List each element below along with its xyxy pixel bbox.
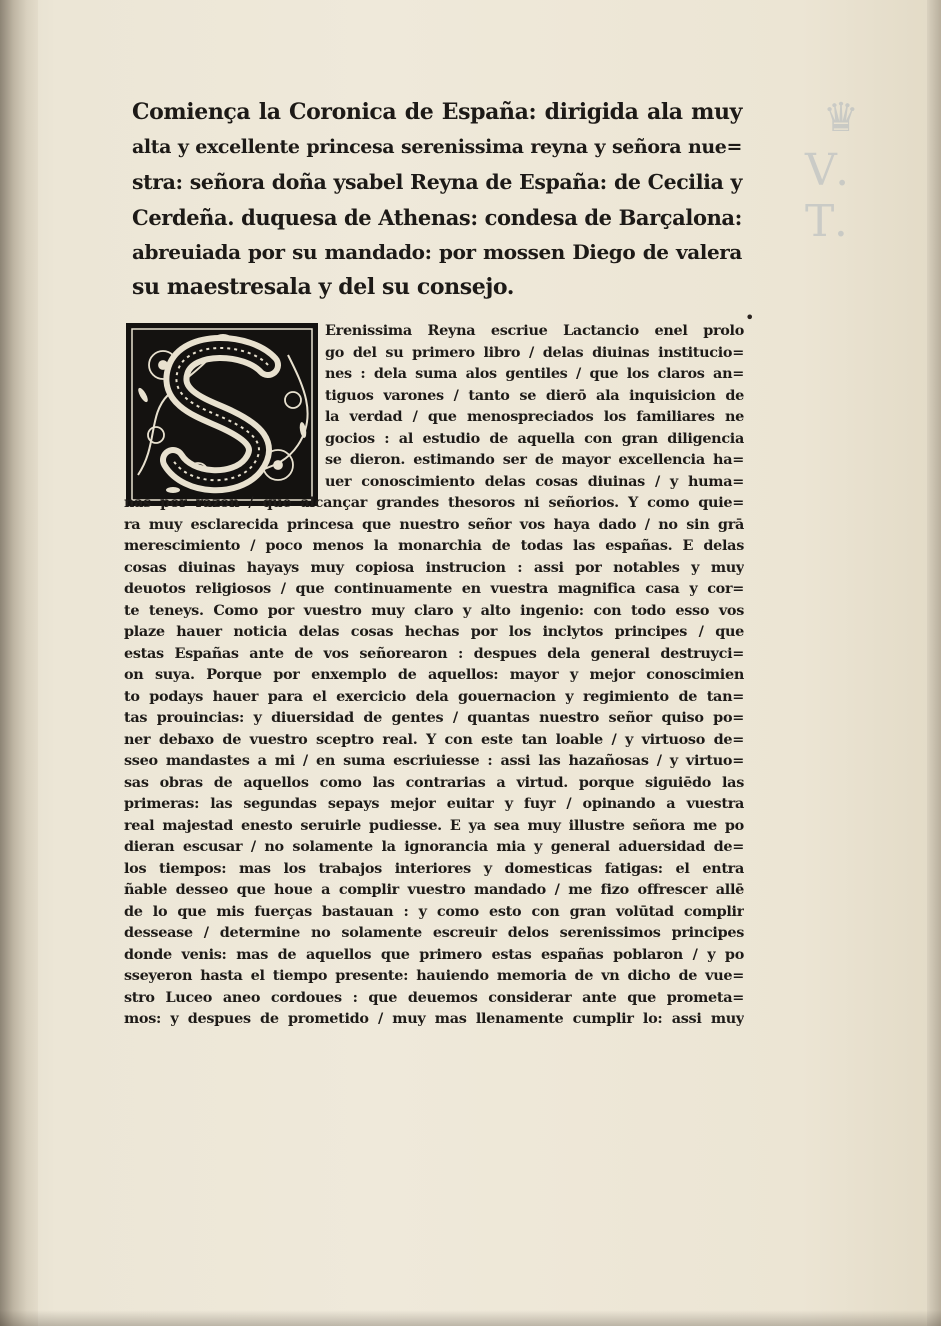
- page-edge-right: [927, 0, 941, 1326]
- title-line: abreuiada por su mandado: por mossen Diego de valera: [132, 240, 742, 264]
- text-line: se dieron. estimando ser de mayor excellencia ha=: [325, 451, 744, 468]
- library-stamp: [805, 95, 895, 247]
- text-line: dieran escusar / no solamente la ignorancia mia y general aduersidad de=: [124, 838, 744, 855]
- text-line: to podays hauer para el exercicio dela gouernacion y regimiento de tan=: [124, 687, 744, 705]
- title-line: alta y excellente princesa serenissima reyna y señora nue=: [132, 136, 742, 158]
- text-line: dessease / determine no solamente escreuir delos serenissimos principes: [124, 924, 744, 941]
- stamp-letters: V. T.: [805, 145, 856, 247]
- text-line: la verdad / que menospreciados los familiares ne: [325, 408, 744, 425]
- title-line: Comiença la Coronica de España: dirigida ala muy: [132, 99, 742, 125]
- text-line: los tiempos: mas los trabajos interiores y domesticas fatigas: el entra: [124, 859, 744, 877]
- text-line: deuotos religiosos / que continuamente en vuestra magnifica casa y cor=: [124, 580, 744, 597]
- text-line: sseyeron hasta el tiempo presente: hauiendo memoria de vn dicho de vue=: [124, 967, 744, 984]
- text-line: go del su primero libro / delas diuinas institucio=: [325, 343, 744, 361]
- text-line: mos: y despues de prometido / muy mas llenamente cumplir lo: assi muy: [124, 1010, 744, 1027]
- facing-page-edge: [0, 0, 38, 1326]
- text-line: estas Españas ante de vos señorearon : despues dela general destruyci=: [124, 644, 744, 662]
- page-shadow: [0, 1310, 941, 1326]
- text-line: tas prouincias: y diuersidad de gentes / quantas nuestro señor quiso po=: [124, 709, 744, 726]
- text-line: real majestad enesto seruirle pudiesse. E ya sea muy illustre señora me po: [124, 816, 744, 834]
- text-line: sseo mandastes a mi / en suma escriuiesse : assi las hazañosas / y virtuo=: [124, 752, 744, 769]
- crown-icon: ♛: [823, 95, 859, 141]
- text-line: ra muy esclarecida princesa que nuestro señor vos haya dado / no sin grā: [124, 515, 744, 533]
- title-line: su maestresala y del su consejo.: [132, 274, 515, 300]
- title-line: Cerdeña. duquesa de Athenas: condesa de Barçalona:: [132, 205, 742, 230]
- marginal-mark: •: [745, 308, 755, 327]
- text-line: primeras: las segundas sepays mejor euitar y fuyr / opinando a vuestra: [124, 795, 744, 812]
- text-line: plaze hauer noticia delas cosas hechas por los inclytos principes / que: [124, 623, 744, 640]
- text-line: Erenissima Reyna escriue Lactancio enel prolo: [325, 322, 744, 339]
- text-line: stro Luceo aneo cordoues : que deuemos considerar ante que prometa=: [124, 988, 744, 1006]
- text-line: de lo que mis fuerças bastauan : y como esto con gran volūtad complir: [124, 902, 744, 920]
- title-line: stra: señora doña ysabel Reyna de España: de Cecilia y: [132, 170, 742, 194]
- text-line: ñable desseo que houe a complir vuestro mandado / me fizo offrescer allē: [124, 881, 744, 898]
- text-line: donde venis: mas de aquellos que primero estas españas poblaron / y po: [124, 945, 744, 963]
- text-line: te teneys. Como por vuestro muy claro y alto ingenio: con todo esso vos: [124, 601, 744, 619]
- body-text: [124, 320, 744, 1030]
- text-line: uer conoscimiento delas cosas diuinas / y huma=: [325, 472, 744, 490]
- text-line: nas por razon / que alcançar grandes thesoros ni señorios. Y como quie=: [124, 494, 744, 511]
- text-line: ner debaxo de vuestro sceptro real. Y con este tan loable / y virtuoso de=: [124, 730, 744, 748]
- text-line: gocios : al estudio de aquella con gran diligencia: [325, 429, 744, 447]
- text-line: on suya. Porque por enxemplo de aquellos: mayor y mejor conoscimien: [124, 666, 744, 683]
- text-line: nes : dela suma alos gentiles / que los claros an=: [325, 365, 744, 382]
- title-block: [132, 95, 742, 305]
- text-line: cosas diuinas hayays muy copiosa instrucion : assi por notables y muy: [124, 558, 744, 576]
- text-line: tiguos varones / tanto se dierō ala inquisicion de: [325, 386, 744, 404]
- text-line: sas obras de aquellos como las contrarias a virtud. porque siguiēdo las: [124, 773, 744, 791]
- text-line: merescimiento / poco menos la monarchia de todas las españas. E delas: [124, 537, 744, 554]
